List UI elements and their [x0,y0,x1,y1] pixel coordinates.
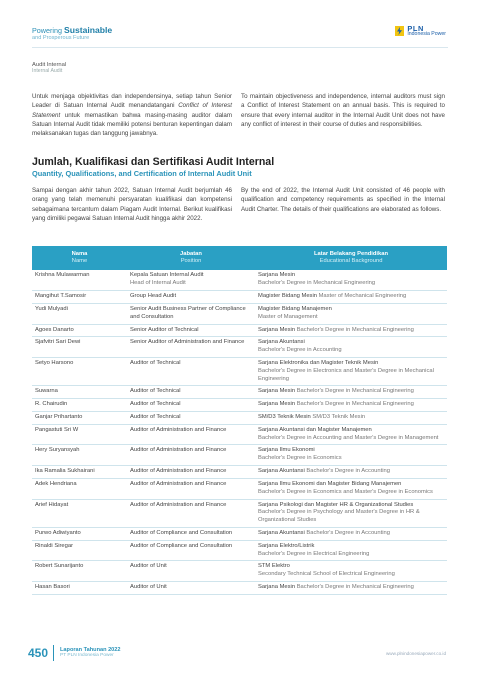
cell-education [255,324,447,337]
header-education-en: Educational Background [319,258,383,265]
cell-name: R. Chairudin [32,399,127,412]
position-id: Auditor of Technical [130,388,181,395]
table-row [32,270,447,290]
cell-education [255,478,447,499]
education-en: Master of Mechanical Engineering [318,293,407,300]
education-id: Sarjana Mesin [258,401,296,408]
cell-position [127,399,255,412]
position-id: Auditor of Unit [130,584,167,591]
brand-line2: and Prosperous Future [32,34,90,41]
cell-name: Agoes Danarto [32,324,127,337]
education-en: Bachelor's Degree in Accounting [258,347,342,354]
cell-position [127,270,255,290]
cell-position [127,499,255,527]
footer-company: PT PLN Indonesia Power [60,653,114,659]
qualification-table [32,246,447,595]
cell-name: Hasan Basori [32,582,127,595]
cell-position [127,582,255,595]
section-title-en: Quantity, Qualifications, and Certification of Internal Audit Unit [32,168,252,178]
header-position [127,246,255,270]
cell-name: Sjafvitri Sari Dewi [32,337,127,358]
brand-bold: Sustainable [63,25,113,35]
intro-paragraph-en: To maintain objectiveness and independence, internal auditors must sign a Conflict of Interest Statement on an annual basis. This is required to ensure that every internal auditor in the Internal Audit Unit does not have any conflict of interest in their course of duties and responsibilities. [241,93,445,128]
education-en: Secondary Technical School of Electrical Engineering [258,571,395,578]
section-title-id: Jumlah, Kualifikasi dan Sertifikasi Audit Internal [32,156,275,168]
position-id: Auditor of Administration and Finance [130,501,227,508]
cell-education [255,540,447,561]
table-row [32,424,447,445]
section-label-en: Internal Audit [32,67,63,74]
footer-doc-title: Laporan Tahunan 2022 [60,647,121,653]
position-id: Auditor of Administration and Finance [130,480,227,487]
education-en: Bachelor's Degree in Mechanical Engineering [258,280,376,287]
position-id: Auditor of Compliance and Consultation [130,529,233,536]
cell-education [255,291,447,304]
pln-logo [395,25,446,38]
education-en: Bachelor's Degree in Accounting and Master's Degree in Management [258,434,439,441]
brand-prefix: Powering [32,26,62,35]
education-en: Bachelor's Degree in Mechanical Engineering [296,584,414,591]
table-row [32,303,447,324]
cell-education [255,399,447,412]
cell-position [127,291,255,304]
page-number: 450 [28,646,49,660]
education-en: Bachelor's Degree in Mechanical Engineering [296,388,414,395]
logo-name: PLN [407,24,424,33]
education-en: Bachelor's Degree in Accounting [306,468,390,475]
summary-paragraph-id: Sampai dengan akhir tahun 2022, Satuan Internal Audit berjumlah 46 orang yang telah memenuhi persyaratan kualifikasi dan kompetensi sebagaimana tercantum dalam Piagam Audit Internal. Berikut kualifikasi yang dimiliki pegawai Satuan Internal Audit hingga akhir 2022. [32,187,232,222]
position-en: Head of Internal Audit [130,280,186,287]
position-id: Kepala Satuan Internal Audit [130,272,204,279]
table-row [32,466,447,479]
position-id: Auditor of Technical [130,401,181,408]
intro-paragraph-id [32,92,232,138]
table-row [32,291,447,304]
position-id: Auditor of Administration and Finance [130,447,227,454]
header-name [32,246,127,270]
cell-education [255,270,447,290]
position-id: Auditor of Technical [130,359,181,366]
cell-name: Pangastuti Sri W [32,424,127,445]
section-label-id: Audit Internal [32,62,67,68]
position-id: Auditor of Unit [130,563,167,570]
education-id: Sarjana Akuntansi dan Magister Manajemen [258,426,372,433]
cell-position [127,466,255,479]
table-row [32,399,447,412]
cell-education [255,445,447,466]
education-en: Bachelor's Degree in Accounting [306,529,390,536]
table-row [32,527,447,540]
cell-position [127,324,255,337]
education-id: Sarjana Ilmu Ekonomi [258,447,315,454]
header-position-id: Jabatan [180,251,202,257]
footer-doc [60,647,121,659]
table-body [32,270,447,594]
cell-name: Ganjar Prihartanto [32,412,127,425]
header-position-en: Position [180,258,202,265]
education-id: SM/D3 Teknik Mesin [258,414,311,421]
cell-position [127,478,255,499]
cell-position [127,412,255,425]
education-id: Sarjana Mesin [258,584,296,591]
education-id: Sarjana Psikologi dan Magister HR & Organizational Studies [258,501,414,508]
cell-name: Mangihut T.Samosir [32,291,127,304]
intro-id-italic: Conflict of Interest Statement [32,102,232,119]
cell-name: Purwo Adiwiyanto [32,527,127,540]
table-row [32,445,447,466]
cell-education [255,357,447,385]
education-en: Master of Management [258,313,318,320]
header-divider [32,47,448,48]
cell-name: Krishna Mulawarman [32,270,127,290]
table-row [32,412,447,425]
education-id: STM Elektro [258,563,290,570]
position-id: Auditor of Administration and Finance [130,468,227,475]
table-row [32,478,447,499]
header-name-en: Name [71,258,88,265]
education-en: Bachelor's Degree in Mechanical Engineering [296,401,414,408]
cell-name: Rinaldi Siregar [32,540,127,561]
education-en: Bachelor's Degree in Psychology and Master's Degree in HR & Organizational Studies [258,509,420,524]
cell-education [255,303,447,324]
education-id: Magister Bidang Manajemen [258,305,332,312]
footer-divider [53,645,54,661]
intro-id-post: untuk memastikan bahwa masing-masing auditor dalam Satuan Internal Audit tidak memiliki potensi benturan kepentingan dalam melaksanakan tugas dan tanggung jawabnya. [32,111,232,138]
cell-education [255,386,447,399]
footer-url: www.plnindonesiapower.co.id [385,651,446,656]
table-row [32,582,447,595]
education-id: Magister Bidang Mesin [258,293,317,300]
education-en: Bachelor's Degree in Electronics and Master's Degree in Mechanical Engineering [258,367,434,382]
position-id: Auditor of Technical [130,414,181,421]
logo-sub: Indonesia Power [407,31,446,38]
table-row [32,337,447,358]
cell-name: Yudi Mulyadi [32,303,127,324]
cell-name: Ika Ramalia Sukhairani [32,466,127,479]
position-id: Group Head Audit [130,293,177,300]
education-id: Sarjana Akuntansi [258,339,305,346]
cell-position [127,527,255,540]
summary-paragraph-en: By the end of 2022, the Internal Audit Unit consisted of 46 people with qualification and competency requirements as specified in the Internal Audit Charter. The details of their qualifications are elaborated as follows. [241,187,445,213]
position-id: Senior Auditor of Administration and Finance [130,339,245,346]
cell-name: Arief Hidayat [32,499,127,527]
cell-education [255,412,447,425]
table-row [32,561,447,582]
cell-name: Setyo Harsono [32,357,127,385]
table-row [32,499,447,527]
education-id: Sarjana Akuntansi [258,468,305,475]
cell-position [127,445,255,466]
cell-position [127,337,255,358]
brand-tagline [32,26,112,41]
cell-education [255,582,447,595]
education-id: Sarjana Akuntansi [258,529,305,536]
education-id: Sarjana Elektronika dan Magister Teknik Mesin [258,359,379,366]
cell-position [127,540,255,561]
education-id: Sarjana Mesin [258,272,296,279]
table-row [32,357,447,385]
cell-name: Suwarna [32,386,127,399]
cell-education [255,337,447,358]
header-name-id: Nama [71,251,88,257]
intro-id-pre: Untuk menjaga objektivitas dan independensinya, setiap tahun Senior Leader di Satuan Internal Audit menandatangani [32,93,232,110]
position-id: Auditor of Administration and Finance [130,426,227,433]
table-row [32,324,447,337]
cell-education [255,466,447,479]
cell-education [255,561,447,582]
section-title [32,156,452,178]
section-label [32,62,66,75]
table-row [32,540,447,561]
education-id: Sarjana Ilmu Ekonomi dan Magister Bidang Manajemen [258,480,402,487]
cell-name: Robert Sunarijanto [32,561,127,582]
lightning-icon [395,26,404,36]
education-en: Bachelor's Degree in Mechanical Engineering [296,326,414,333]
education-id: Sarjana Mesin [258,388,296,395]
cell-education [255,499,447,527]
header-education-id: Latar Belakang Pendidikan [313,251,389,257]
header-education [255,246,447,270]
cell-education [255,424,447,445]
education-en: Bachelor's Degree in Electrical Engineering [258,550,370,557]
position-id: Senior Audit Business Partner of Compliance and Consultation [130,305,246,320]
table-header-row [32,246,447,270]
education-id: Sarjana Mesin [258,326,296,333]
education-en: Bachelor's Degree in Economics [258,455,342,462]
cell-education [255,527,447,540]
position-id: Senior Auditor of Technical [130,326,199,333]
table-row [32,386,447,399]
position-id: Auditor of Compliance and Consultation [130,542,233,549]
education-en: SM/D3 Teknik Mesin [312,414,366,421]
cell-name: Adek Hendriana [32,478,127,499]
education-id: Sarjana Elektro/Listrik [258,542,315,549]
cell-name: Hery Suryansyah [32,445,127,466]
education-en: Bachelor's Degree in Economics and Master's Degree in Economics [258,488,433,495]
cell-position [127,386,255,399]
cell-position [127,424,255,445]
cell-position [127,303,255,324]
cell-position [127,561,255,582]
cell-position [127,357,255,385]
